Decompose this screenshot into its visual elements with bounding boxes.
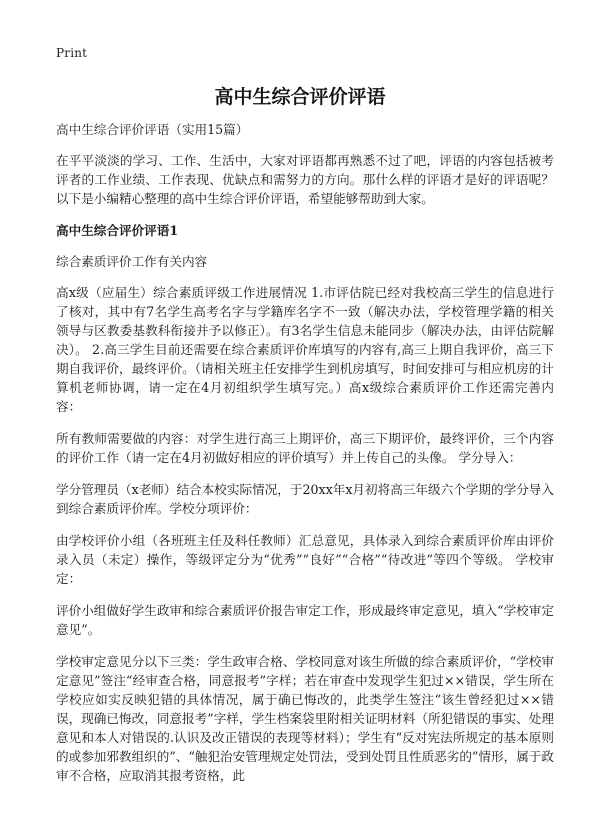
print-link[interactable]: Print xyxy=(56,46,88,60)
paragraph: 学校审定意见分以下三类：学生政审合格、学校同意对该生所做的综合素质评价，“学校审定意见”签注“经审查合格，同意报考”字样；若在审查中发现学生犯过××错误，学生所在学校应如实反映犯错的具体情况，属于确已悔改的，此类学生签注“该生曾经犯过××错误，现确已悔改，同意报考”字样，学生档案袋里附相关证明材料（所犯错误的事实、处理意见和本人对错误的.认识及改正错误的表现等材料）；学生有“反对宪法所规定的基本原则的或参加邪教组织的”、“触犯治安管理规定处罚法，受到处罚且性质恶劣的”情形，属于政审不合格，应取消其报考资格，此 xyxy=(56,654,554,783)
intro-paragraph: 在平平淡淡的学习、工作、生活中，大家对评语都再熟悉不过了吧，评语的内容包括被考评者的工作业绩、工作表现、优缺点和需努力的方向。那什么样的评语才是好的评语呢？以下是小编精心整理的高中生综合评价评语，希望能够帮助到大家。 xyxy=(56,153,554,206)
article-body xyxy=(56,120,554,798)
article-subtitle: 高中生综合评价评语（实用15篇） xyxy=(56,122,249,137)
section-subtitle: 综合素质评价工作有关内容 xyxy=(56,254,208,269)
paragraph: 学分管理员（x老师）结合本校实际情况，于20xx年x月初将高三年级六个学期的学分导入到综合素质评价库。学校分项评价： xyxy=(56,482,554,516)
page-title: 高中生综合评价评语 xyxy=(214,86,386,108)
paragraph: 评价小组做好学生政审和综合素质评价报告审定工作，形成最终审定意见，填入“学校审定意见”。 xyxy=(56,603,554,637)
section-heading: 高中生综合评价评语1 xyxy=(56,223,179,238)
paragraph: 由学校评价小组（各班班主任及科任教师）汇总意见，具体录入到综合素质评价库由评价录入员（未定）操作，等级评定分为“优秀”“良好”“合格”“待改进”等四个等级。 学校审定： xyxy=(56,533,554,586)
paragraph: 所有教师需要做的内容：对学生进行高三上期评价，高三下期评价，最终评价，三个内容的评价工作（请一定在4月初做好相应的评价填写）并上传自己的头像。 学分导入： xyxy=(56,431,554,465)
paragraph: 高x级（应届生）综合素质评级工作进展情况 1.市评估院已经对我校高三学生的信息进行了核对，其中有7名学生高考名字与学籍库名字不一致（解决办法，学校管理学籍的相关领导与区教委基教科衔接并予以修正）。有3名学生信息未能同步（解决办法，由评估院解决）。 2.高三学生目前还需要在综合素质评价库填写的内容有,高三上期自我评价，高三下期自我评价，最终评价。（请相关班主任安排学生到机房填写，时间安排可与相应机房的计算机老师协调，请一定在4月初组织学生填写完。）高x级综合素质评价工作还需完善内容： xyxy=(56,285,554,414)
